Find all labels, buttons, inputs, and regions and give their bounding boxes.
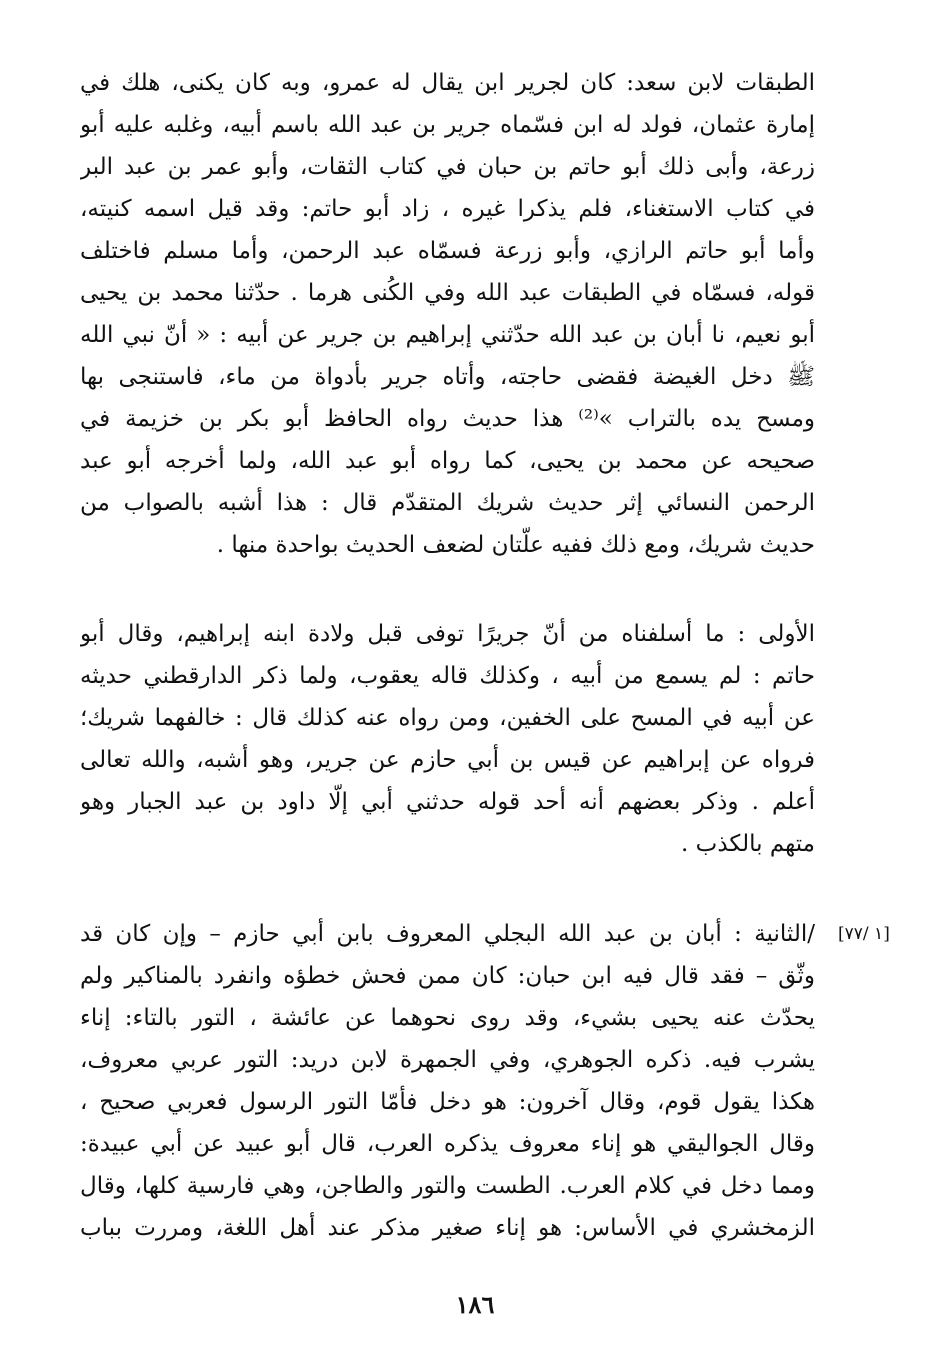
text-line: وأما أبو حاتم الرازي، وأبو زرعة فسمّاه عبد الرحمن، وأما مسلم فاختلف [80,238,815,264]
text-line: الزمخشري في الأساس: هو إناء صغير مذكر عند أهل اللغة، ومررت بباب [80,1215,815,1241]
text-line: حاتم : لم يسمع من أبيه ، وكذلك قاله يعقوب، ولما ذكر الدارقطني حديثه [80,663,815,689]
text-line: وقال الجواليقي هو إناء معروف يذكره العرب، قال أبو عبيد عن أبي عبيدة: [80,1131,815,1157]
text-line: /الثانية : أبان بن عبد الله البجلي المعروف بابن أبي حازم – وإن كان قد [80,921,815,947]
text-line: يحدّث عنه يحيى بشيء، وقد روى نحوهما عن عائشة ، التور بالتاء: إناء [80,1005,815,1031]
text-line: وثّق – فقد قال فيه ابن حبان: كان ممن فحش خطؤه وانفرد بالمناكير ولم [80,963,815,989]
text-line: صحيحه عن محمد بن يحيى، كما رواه أبو عبد الله، ولما أخرجه أبو عبد [80,448,815,474]
text-line: في كتاب الاستغناء، فلم يذكرا غيره ، زاد أبو حاتم: وقد قيل اسمه كنيته، [80,196,815,222]
text-line: فرواه عن إبراهيم عن قيس بن أبي حازم عن جرير، وهو أشبه، والله تعالى [80,747,815,773]
paragraph-3 [80,913,815,1249]
text-line: إمارة عثمان، فولد له ابن فسّماه جرير بن عبد الله باسم أبيه، وغلبه عليه أبو [80,112,815,138]
text-line: زرعة، وأبى ذلك أبو حاتم بن حبان في كتاب الثقات، وأبو عمر بن عبد البر [80,154,815,180]
paragraph-2 [80,613,815,865]
text-line: الأولى : ما أسلفناه من أنّ جريرًا توفى قبل ولادة ابنه إبراهيم، وقال أبو [80,621,815,647]
text-line: يشرب فيه. ذكره الجوهري، وفي الجمهرة لابن دريد: التور عربي معروف، [80,1047,815,1073]
text-line: عن أبيه في المسح على الخفين، ومن رواه عنه كذلك قال : خالفهما شريك؛ [80,705,815,731]
text-line: قوله، فسمّاه في الطبقات عبد الله وفي الكُنى هرما . حدّثنا محمد بن يحيى [80,280,815,306]
text-line: أعلم . وذكر بعضهم أنه أحد قوله حدثني أبي إلّا داود بن عبد الجبار وهو [80,789,815,815]
text-line: الرحمن النسائي إثر حديث شريك المتقدّم قال : هذا أشبه بالصواب من [80,490,815,516]
text-line: هكذا يقول قوم، وقال آخرون: هو دخل فأمّا التور الرسول فعربي صحيح ، [80,1089,815,1115]
text-line: الطبقات لابن سعد: كان لجرير ابن يقال له عمرو، وبه كان يكنى، هلك في [80,70,815,96]
text-line: ومما دخل في كلام العرب. الطست والتور والطاجن، وهي فارسية كلها، وقال [80,1173,815,1199]
text-line: حديث شريك، ومع ذلك ففيه علّتان لضعف الحديث بواحدة منها . [216,532,815,558]
paragraph-1 [80,62,815,566]
page-number: ١٨٦ [455,1290,495,1319]
margin-reference: [١ /٧٧] [838,924,890,944]
text-line: ومسح يده بالتراب »⁽²⁾ هذا حديث رواه الحافظ أبو بكر بن خزيمة في [80,406,815,432]
text-line: متهم بالكذب . [681,831,815,857]
text-line: أبو نعيم، نا أبان بن عبد الله حدّثني إبراهيم بن جرير عن أبيه : « أنّ نبي الله [80,322,815,348]
text-line: ﷺ دخل الغيضة فقضى حاجته، وأتاه جرير بأدواة من ماء، فاستنجى بها [80,364,815,390]
